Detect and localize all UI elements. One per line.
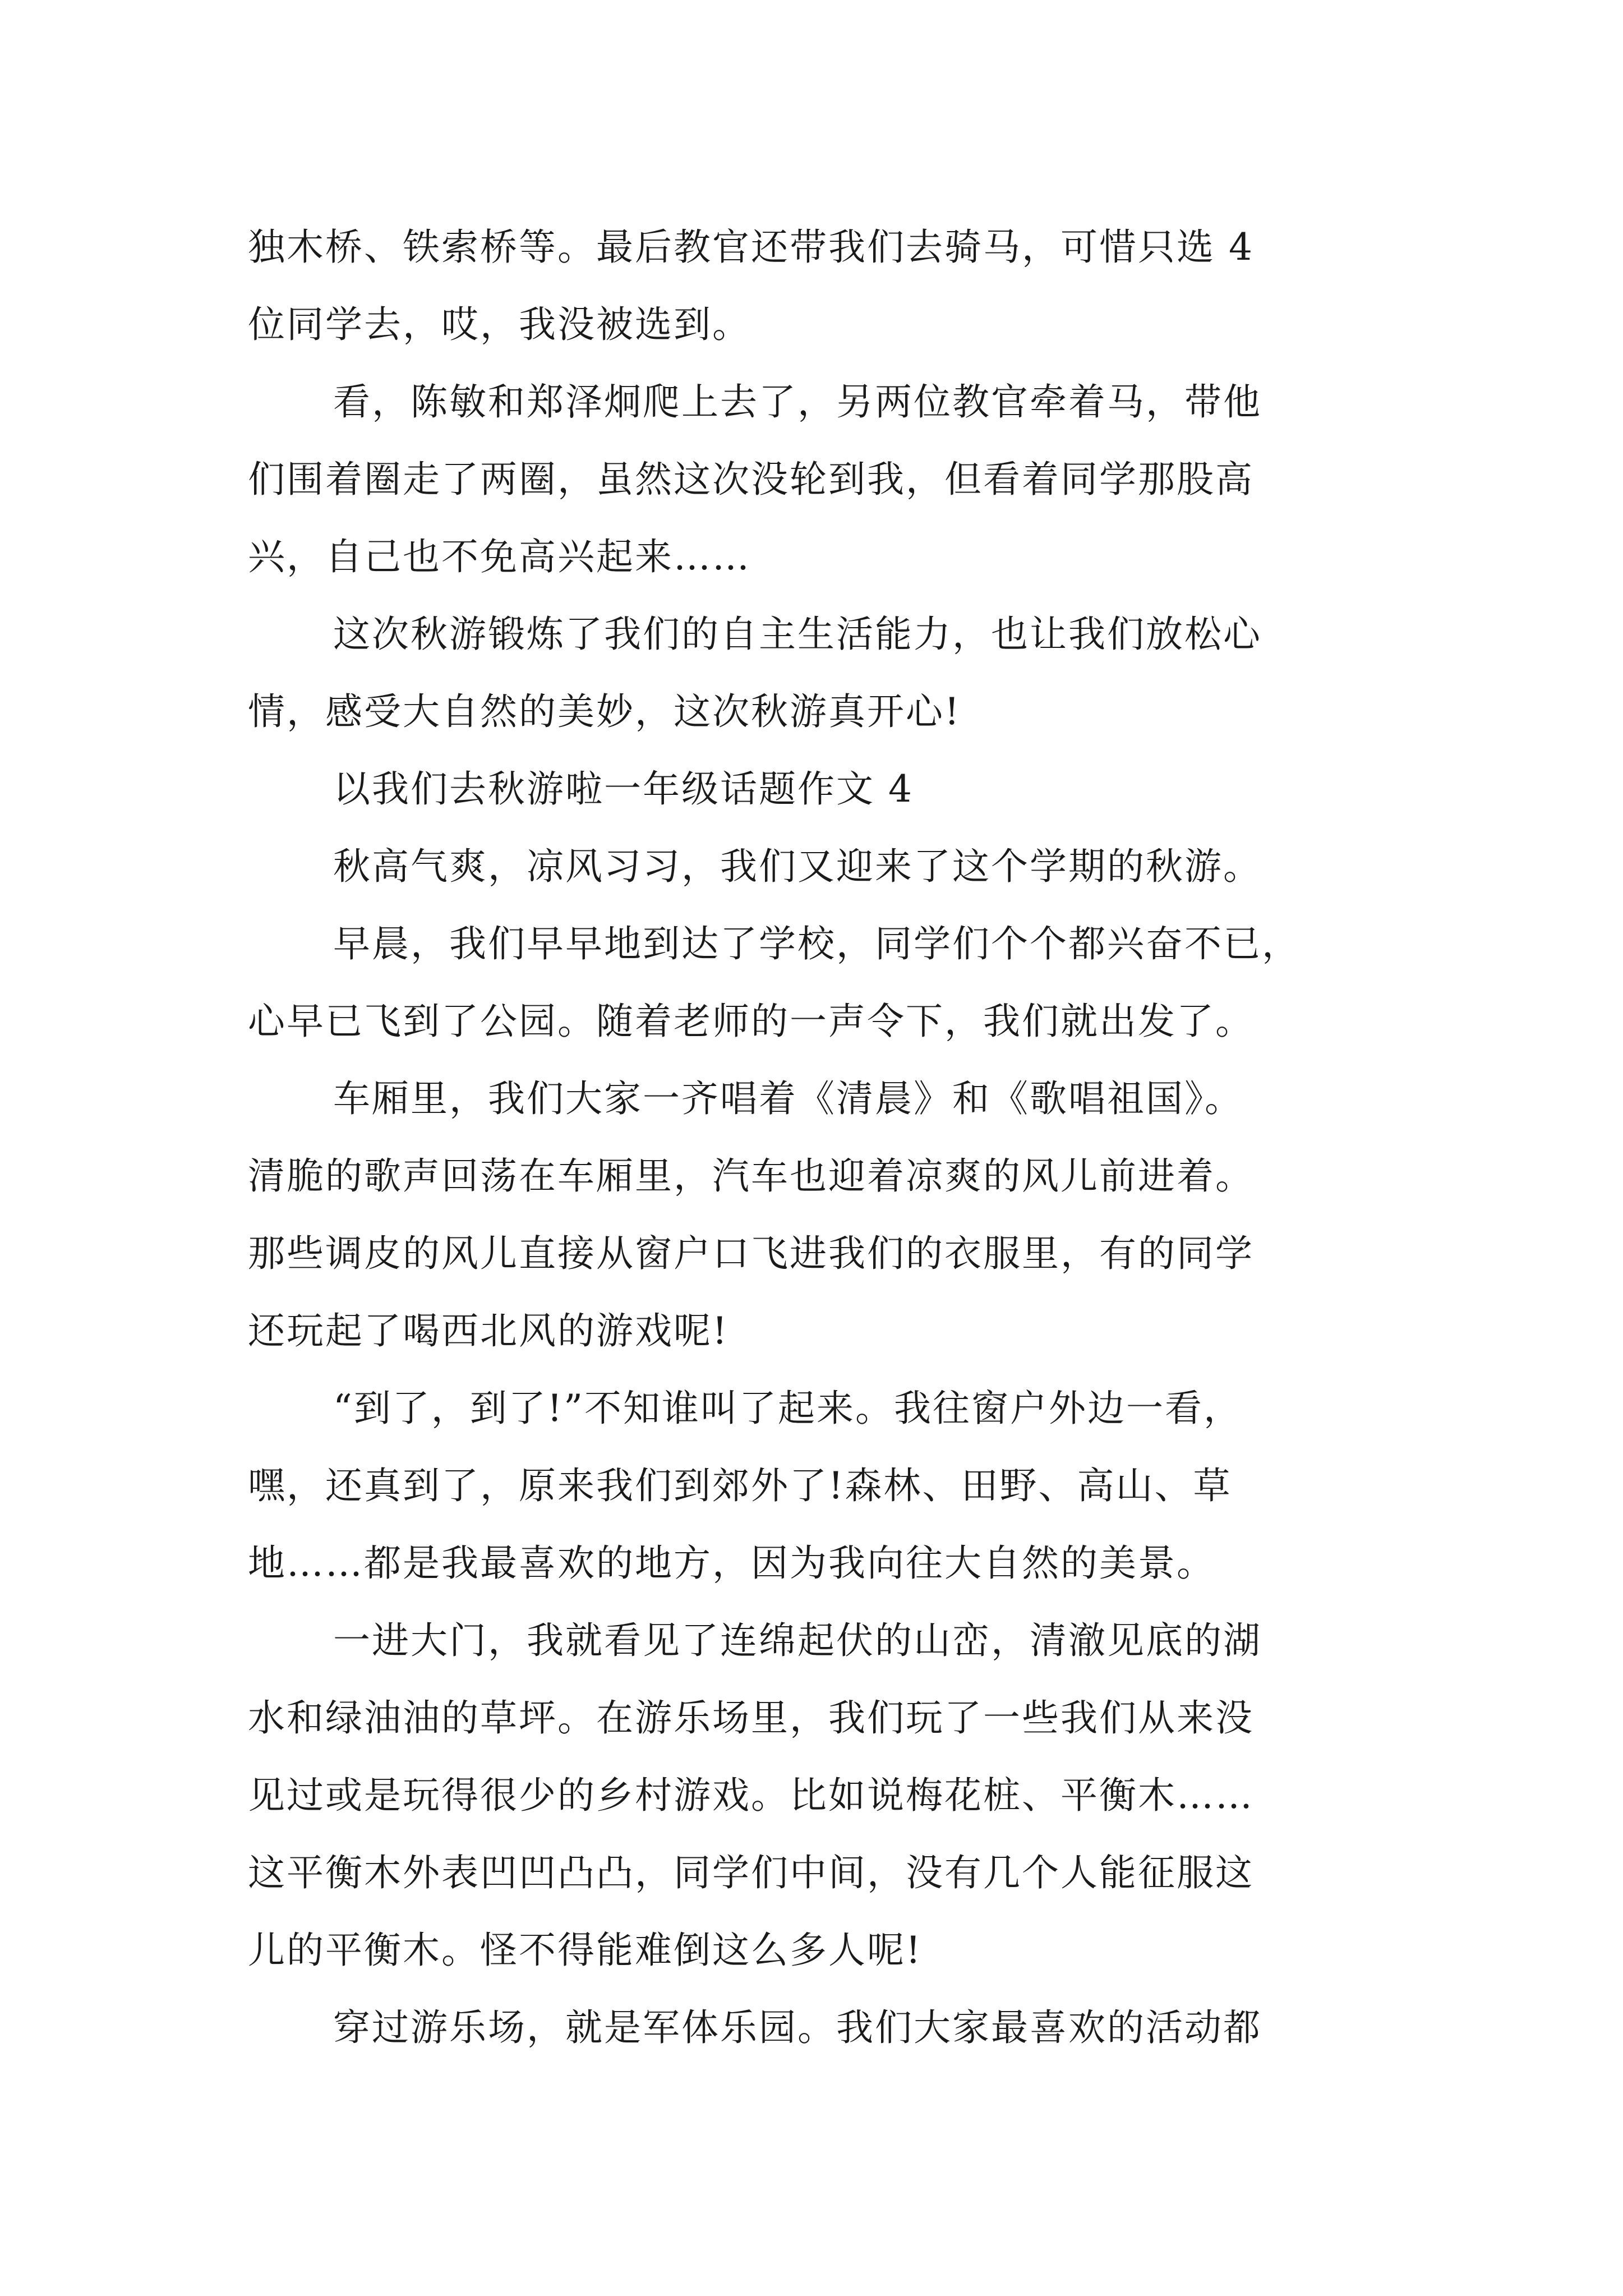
text-line: 心早已飞到了公园。随着老师的一声令下，我们就出发了。 [248, 1000, 1254, 1043]
text-line: 地……都是我最喜欢的地方，因为我向往大自然的美景。 [248, 1542, 1215, 1585]
text-line: 那些调皮的风儿直接从窗户口飞进我们的衣服里，有的同学 [248, 1232, 1254, 1275]
text-line: 兴，自己也不免高兴起来…… [248, 535, 751, 578]
text-line: 们围着圈走了两圈，虽然这次没轮到我，但看着同学那股高 [248, 458, 1254, 501]
text-line: 秋高气爽，凉风习习，我们又迎来了这个学期的秋游。 [333, 845, 1262, 888]
section-heading: 以我们去秋游啦一年级话题作文 4 [333, 767, 914, 811]
text-line: 这次秋游锻炼了我们的自主生活能力，也让我们放松心 [333, 613, 1262, 656]
text-line: 早晨，我们早早地到达了学校，同学们个个都兴奋不已， [333, 922, 1301, 965]
text-line: 这平衡木外表凹凹凸凸，同学们中间，没有几个人能征服这 [248, 1851, 1254, 1894]
text-line: 穿过游乐场，就是军体乐园。我们大家最喜欢的活动都 [333, 2006, 1262, 2049]
text-line: 独木桥、铁索桥等。最后教官还带我们去骑马，可惜只选 4 [248, 226, 1254, 269]
text-line: 情，感受大自然的美妙，这次秋游真开心! [248, 690, 961, 733]
text-line: 见过或是玩得很少的乡村游戏。比如说梅花桩、平衡木…… [248, 1774, 1254, 1817]
text-line: 车厢里，我们大家一齐唱着《清晨》和《歌唱祖国》。 [333, 1077, 1243, 1120]
text-line: 水和绿油油的草坪。在游乐场里，我们玩了一些我们从来没 [248, 1696, 1254, 1740]
text-line: 儿的平衡木。怪不得能难倒这么多人呢! [248, 1929, 923, 1972]
text-line: 嘿，还真到了，原来我们到郊外了!森林、田野、高山、草 [248, 1464, 1232, 1507]
text-line: 还玩起了喝西北风的游戏呢! [248, 1309, 729, 1352]
text-line: 看，陈敏和郑泽炯爬上去了，另两位教官牵着马，带他 [333, 380, 1262, 424]
text-line: “到了，到了!”不知谁叫了起来。我往窗户外边一看， [333, 1387, 1243, 1430]
text-line: 位同学去，哎，我没被选到。 [248, 303, 751, 346]
document-body [248, 209, 1392, 2067]
text-line: 清脆的歌声回荡在车厢里，汽车也迎着凉爽的风儿前进着。 [248, 1154, 1254, 1198]
text-line: 一进大门，我就看见了连绵起伏的山峦，清澈见底的湖 [333, 1619, 1262, 1662]
